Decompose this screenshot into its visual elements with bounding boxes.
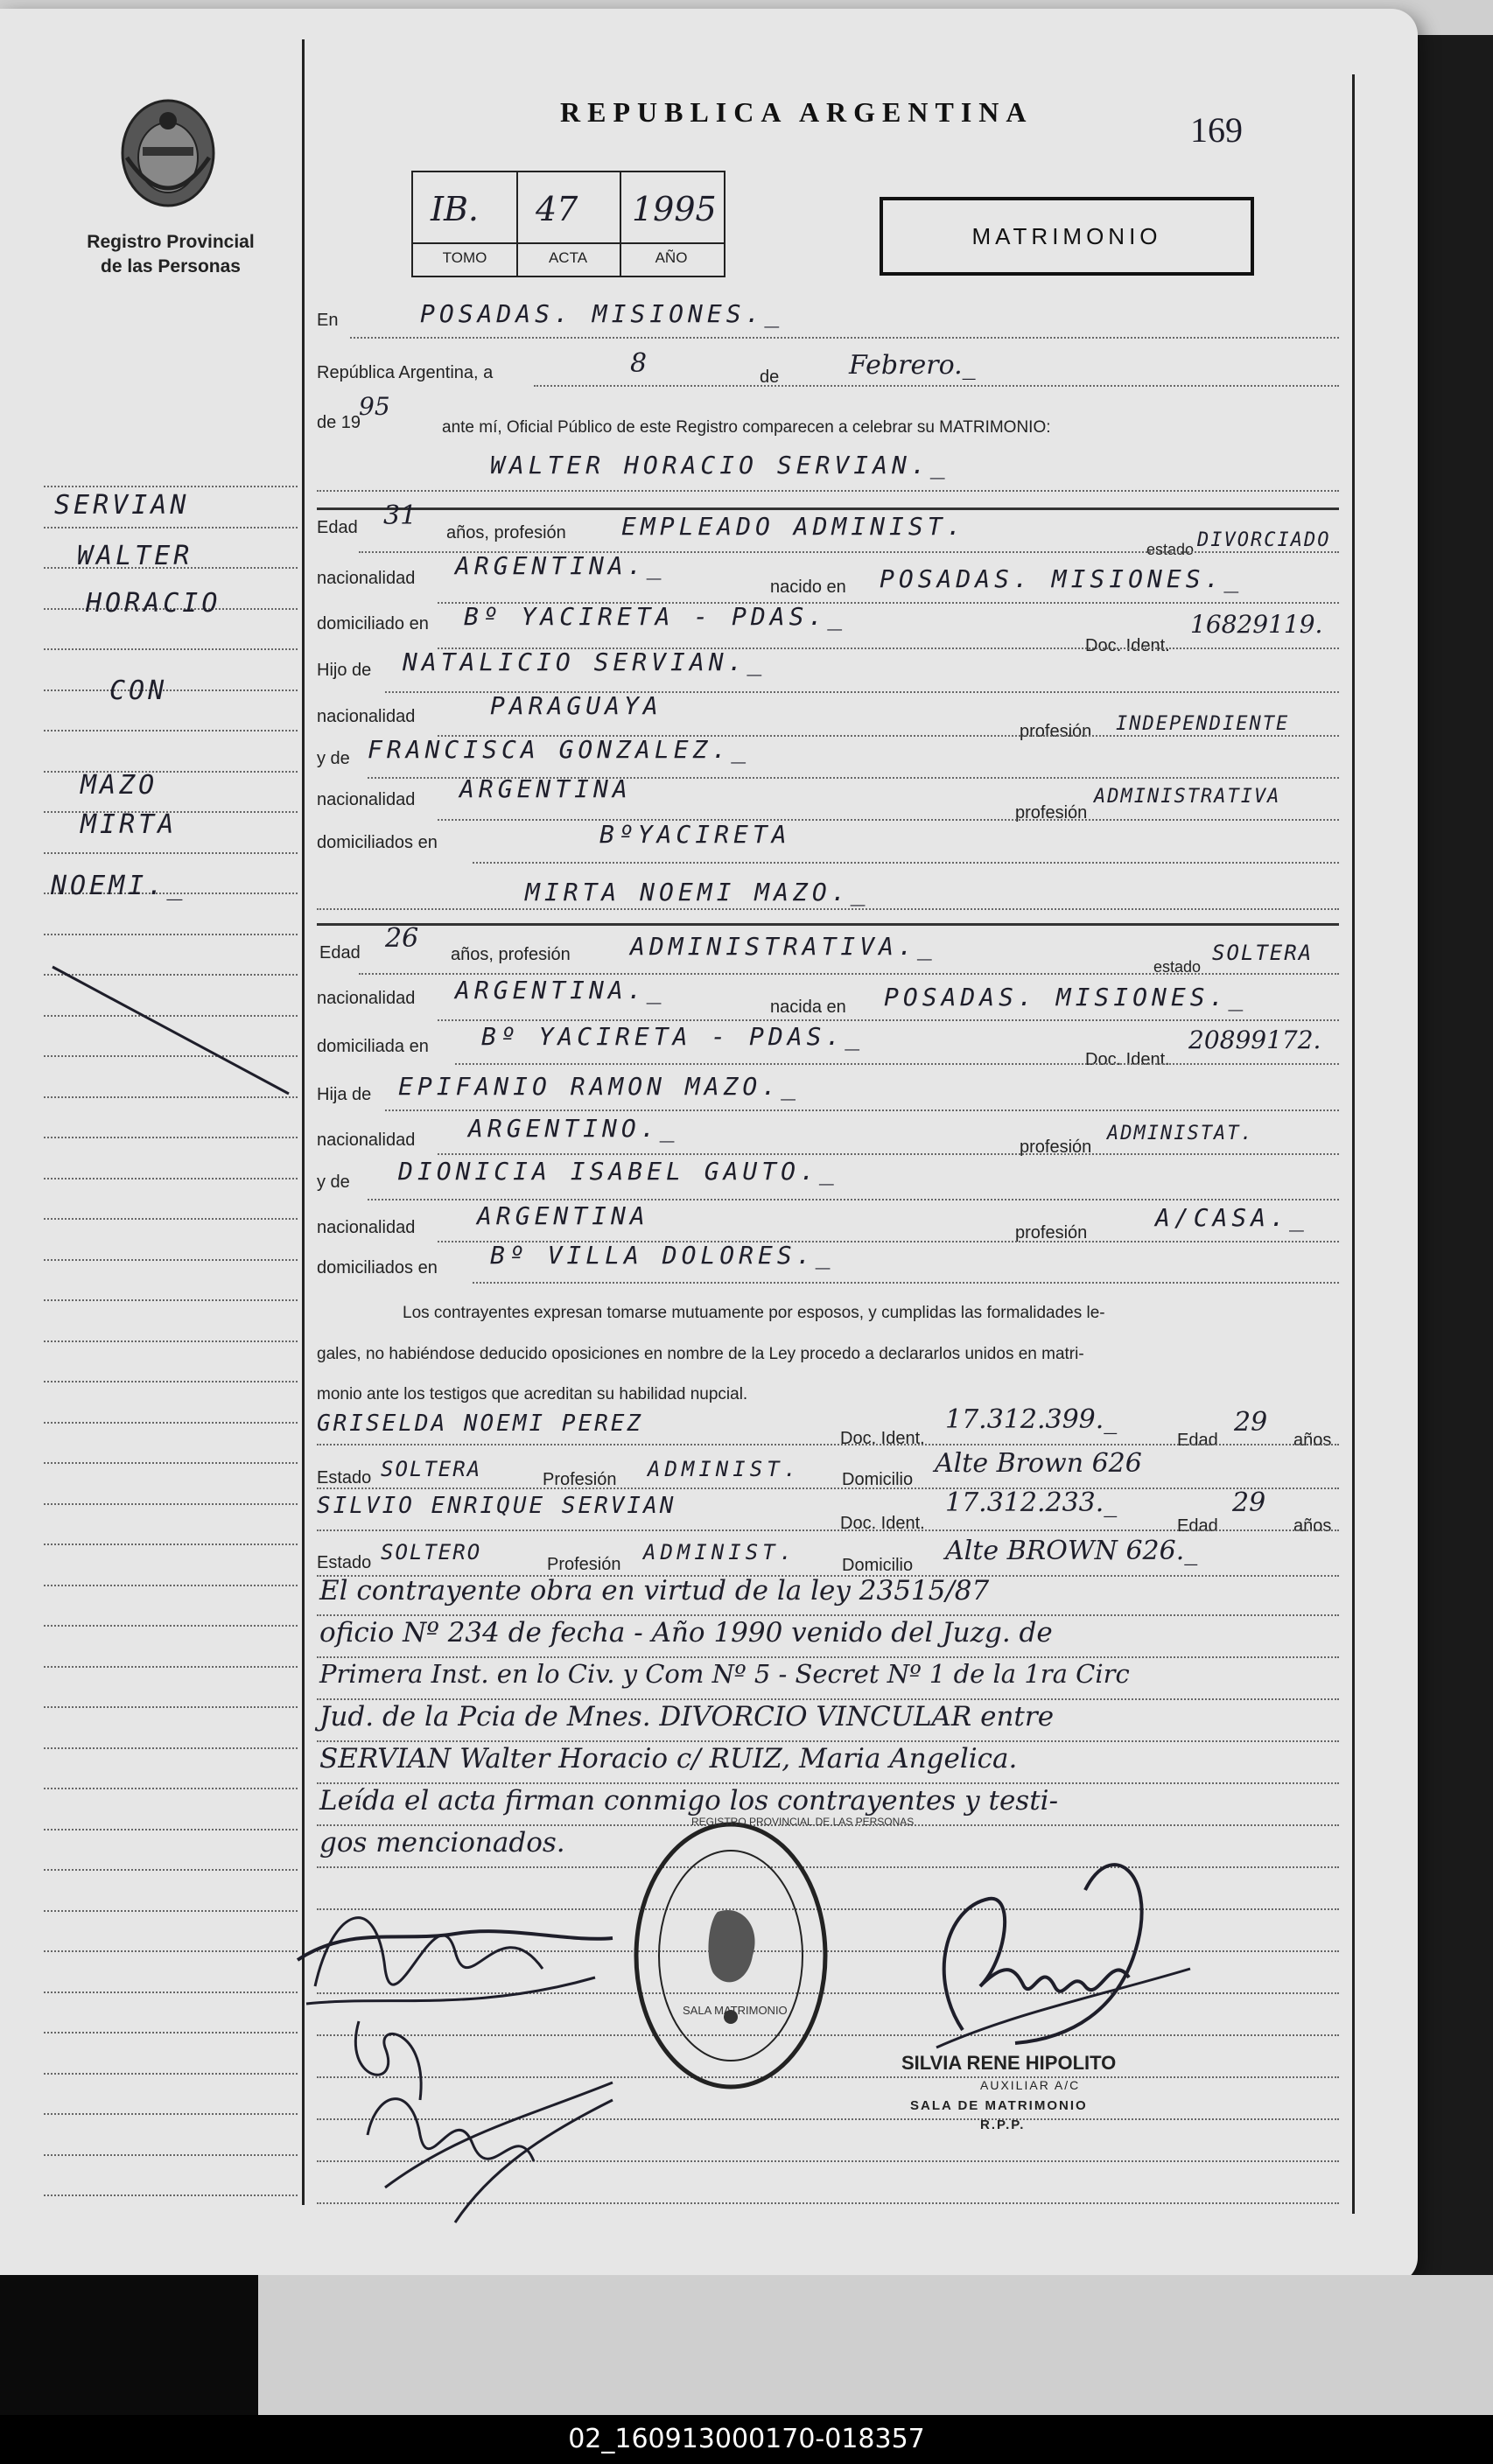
margin-rule (44, 1381, 298, 1382)
acta-label: ACTA (548, 249, 588, 266)
margin-rule (44, 1747, 298, 1749)
bride-padres-dom: Bº VILLA DOLORES._ (490, 1241, 835, 1270)
note-line-7: gos mencionados. (319, 1827, 565, 1858)
witness1-doc-label: Doc. Ident. (840, 1429, 925, 1448)
groom-estado-label: estado (1146, 541, 1195, 558)
margin-rule (44, 1299, 298, 1301)
margin-rule (44, 852, 298, 854)
tomo-acta-anio-box (411, 171, 725, 277)
official-seal (630, 1816, 831, 2096)
bride-padre-nac-label: nacionalidad (317, 1130, 416, 1150)
groom-madre-nac: ARGENTINA (459, 774, 632, 803)
bride-estado: SOLTERA (1212, 941, 1314, 965)
intro-month: Febrero._ (849, 350, 976, 381)
officer-signature (910, 1838, 1199, 2065)
margin-mazo: MAZO (81, 770, 158, 801)
bride-madre-prof: A/CASA._ (1155, 1203, 1308, 1232)
witness1-profesion: ADMINIST. (648, 1457, 802, 1481)
margin-rule (44, 1544, 298, 1545)
intro-place: POSADAS. MISIONES._ (420, 299, 784, 328)
note-line-5: SERVIAN Walter Horacio c/ RUIZ, Maria Angelica. (319, 1743, 1018, 1774)
margin-rule (44, 1340, 298, 1342)
groom-madre-prof: ADMINISTRATIVA (1094, 786, 1281, 808)
bride-nacionalidad: ARGENTINA._ (455, 976, 666, 1004)
witness2-estado: SOLTERO (381, 1540, 482, 1564)
margin-rule (44, 1706, 298, 1708)
note-rule (317, 1656, 1339, 1658)
bride-edad-label: Edad (319, 943, 361, 962)
bride-nacido: POSADAS. MISIONES._ (884, 983, 1248, 1012)
bride-yde-label: y de (317, 1172, 350, 1192)
groom-nac-label: nacionalidad (317, 569, 416, 588)
margin-rule (44, 1625, 298, 1627)
bride-domiciliados-label: domiciliados en (317, 1258, 438, 1278)
witness2-dom-label: Domicilio (842, 1556, 914, 1575)
groom-padre-nac: PARAGUAYA (490, 691, 662, 720)
bride-estado-label: estado (1153, 958, 1202, 976)
note-rule (317, 1782, 1339, 1784)
margin-rule (44, 2194, 298, 2196)
note-rule (317, 1614, 1339, 1616)
groom-madre-nac-label: nacionalidad (317, 790, 416, 809)
groom-padre-nac-label: nacionalidad (317, 707, 416, 726)
margin-rule (44, 1910, 298, 1912)
groom-dom-label: domiciliado en (317, 614, 429, 634)
acta-value: 47 (536, 190, 578, 228)
margin-rule (44, 486, 298, 487)
bride-madre-nac-label: nacionalidad (317, 1218, 416, 1237)
margin-rule (44, 1585, 298, 1586)
declaration-line2: gales, no habiéndose deducido oposiciones en nombre de la Ley procedo a declararlos unidos en matri- (317, 1345, 1084, 1363)
groom-domicilio: Bº YACIRETA - PDAS._ (464, 602, 847, 631)
margin-rule (44, 1218, 298, 1220)
margin-rule (44, 1829, 298, 1830)
witness2-doc: 17.312.233._ (945, 1488, 1118, 1518)
margin-rule (44, 934, 298, 935)
officer-abbr: R.P.P. (980, 2118, 1026, 2132)
groom-prof-label: años, profesión (446, 523, 566, 542)
republica-label: República Argentina, a (317, 363, 494, 382)
margin-rule (44, 1950, 298, 1952)
witness1-name: GRISELDA NOEMI PEREZ (317, 1410, 644, 1437)
bride-madre: DIONICIA ISABEL GAUTO._ (398, 1157, 838, 1186)
groom-full-name: WALTER HORACIO SERVIAN._ (490, 451, 950, 480)
witness1-doc: 17.312.399._ (945, 1404, 1118, 1435)
background-bottom (254, 2275, 1493, 2415)
officer-dept: SALA DE MATRIMONIO (910, 2098, 1088, 2113)
witness2-domicilio: Alte BROWN 626._ (945, 1536, 1198, 1566)
de-label: de (760, 368, 780, 387)
note-line-3: Primera Inst. en lo Civ. y Com Nº 5 - Secret Nº 1 de la 1ra Circ (319, 1659, 1130, 1689)
groom-nacido-label: nacido en (770, 578, 846, 597)
right-margin-line (1352, 74, 1355, 2214)
margin-rule (44, 527, 298, 528)
witness2-prof-label: Profesión (547, 1555, 621, 1574)
note-line-6: Leída el acta firman conmigo los contrayentes y testi- (319, 1785, 1059, 1816)
groom-madre-prof-label: profesión (1015, 803, 1088, 822)
margin-walter: WALTER (77, 541, 193, 571)
declaration-line1: Los contrayentes expresan tomarse mutuamente por esposos, y cumplidas las formalidades le- (403, 1304, 1105, 1322)
witness2-profesion: ADMINIST. (643, 1540, 797, 1564)
groom-hijo-label: Hijo de (317, 661, 372, 680)
intro-day: 8 (630, 348, 648, 379)
groom-madre: FRANCISCA GONZALEZ._ (368, 735, 751, 764)
registry-name-line1: Registro Provincial (87, 232, 255, 252)
margin-rule (44, 1666, 298, 1668)
groom-edad-label: Edad (317, 518, 358, 537)
year-prefix: de 19 (317, 413, 361, 432)
groom-domiciliados-label: domiciliados en (317, 833, 438, 852)
margin-rule (44, 1788, 298, 1789)
margin-rule (44, 1137, 298, 1138)
margin-rule (44, 2032, 298, 2034)
note-line-1: El contrayente obra en virtud de la ley 23515/87 (319, 1575, 990, 1606)
margin-rule (44, 2154, 298, 2156)
bride-doc: 20899172. (1188, 1026, 1321, 1054)
margin-horacio: HORACIO (86, 588, 221, 619)
page-number: 169 (1190, 110, 1243, 150)
bride-full-name: MIRTA NOEMI MAZO._ (525, 878, 870, 906)
margin-rule (44, 1259, 298, 1261)
witness1-estado-label: Estado (317, 1468, 372, 1488)
note-rule (317, 1698, 1339, 1700)
bride-doc-label: Doc. Ident. (1085, 1050, 1170, 1069)
groom-profesion: EMPLEADO ADMINIST. (621, 512, 966, 541)
witness1-domicilio: Alte Brown 626 (935, 1448, 1142, 1479)
note-line-2: oficio Nº 234 de fecha - Año 1990 venido del Juzg. de (319, 1617, 1053, 1648)
margin-rule (44, 2113, 298, 2115)
witness1-dom-label: Domicilio (842, 1470, 914, 1489)
groom-padre-prof-label: profesión (1020, 722, 1092, 741)
bride-padre-prof-label: profesión (1020, 1138, 1092, 1157)
groom-doc: 16829119. (1190, 610, 1323, 639)
witness1-edad-label: Edad (1177, 1431, 1218, 1450)
bride-padre: EPIFANIO RAMON MAZO._ (398, 1072, 801, 1101)
groom-edad: 31 (383, 500, 417, 531)
margin-servian: SERVIAN (54, 490, 190, 521)
bride-domicilio: Bº YACIRETA - PDAS._ (481, 1022, 865, 1051)
witness1-edad: 29 (1234, 1407, 1268, 1438)
officer-title: AUXILIAR A/C (980, 2078, 1081, 2092)
margin-diagonal-stroke (48, 962, 293, 1102)
note-rule (317, 1740, 1339, 1742)
anio-label: AÑO (655, 249, 688, 266)
witness2-edad-label: Edad (1177, 1516, 1218, 1536)
witness1-anos-label: años (1293, 1431, 1332, 1450)
groom-yde-label: y de (317, 749, 350, 768)
groom-padre: NATALICIO SERVIAN._ (403, 648, 767, 676)
witness2-doc-label: Doc. Ident. (840, 1514, 925, 1533)
witness1-prof-label: Profesión (543, 1470, 617, 1489)
note-line-4: Jud. de la Pcia de Mnes. DIVORCIO VINCULAR entre (319, 1701, 1055, 1732)
bride-dom-label: domiciliada en (317, 1037, 429, 1056)
registry-name-line2: de las Personas (101, 256, 241, 276)
margin-rule (44, 648, 298, 650)
margin-rule (44, 690, 298, 691)
country-title: REPUBLICA ARGENTINA (560, 96, 1034, 128)
margin-rule (44, 1462, 298, 1464)
matrimonio-box: MATRIMONIO (880, 197, 1254, 276)
groom-nacionalidad: ARGENTINA._ (455, 551, 666, 580)
groom-nacido: POSADAS. MISIONES._ (880, 564, 1244, 593)
margin-con: CON (109, 676, 168, 706)
bride-madre-prof-label: profesión (1015, 1223, 1088, 1242)
witness2-edad: 29 (1232, 1488, 1266, 1518)
margin-rule (44, 1422, 298, 1424)
groom-doc-label: Doc. Ident. (1085, 636, 1170, 655)
margin-rule (44, 1992, 298, 1993)
margin-rule (44, 1503, 298, 1505)
bride-prof-label: años, profesión (451, 945, 571, 964)
margin-rule (44, 2073, 298, 2075)
tomo-label: TOMO (442, 249, 487, 266)
anio-value: 1995 (632, 190, 717, 228)
year-suffix: 95 (359, 392, 390, 421)
file-id-bar: 02_160913000170-018357 (0, 2415, 1493, 2464)
tomo-value: IB. (431, 190, 480, 228)
bride-profesion: ADMINISTRATIVA._ (630, 932, 936, 961)
bride-hija-label: Hija de (317, 1085, 372, 1104)
declaration-line3: monio ante los testigos que acreditan su habilidad nupcial. (317, 1385, 748, 1404)
bride-nacido-label: nacida en (770, 998, 846, 1017)
en-label: En (317, 311, 339, 330)
groom-estado: DIVORCIADO (1197, 529, 1331, 551)
groom-padres-dom: BºYACIRETA (599, 820, 791, 849)
bride-madre-nac: ARGENTINA (477, 1201, 649, 1230)
coat-of-arms-icon (118, 96, 219, 210)
bride-padre-nac: ARGENTINO._ (468, 1114, 679, 1143)
margin-rule (44, 1178, 298, 1180)
margin-noemi: NOEMI._ (51, 871, 186, 901)
officer-name: SILVIA RENE HIPOLITO (901, 2052, 1117, 2074)
seal-text: REGISTRO PROVINCIAL DE LAS PERSONAS (691, 1816, 915, 1828)
witness2-name: SILVIO ENRIQUE SERVIAN (317, 1493, 676, 1519)
bride-padre-prof: ADMINISTAT. (1107, 1123, 1254, 1144)
witness2-estado-label: Estado (317, 1553, 372, 1572)
witness1-estado: SOLTERA (381, 1457, 482, 1481)
intro-statement: ante mí, Oficial Público de este Registro comparecen a celebrar su MATRIMONIO: (442, 418, 1051, 437)
margin-rule (44, 1869, 298, 1871)
margin-mirta: MIRTA (81, 809, 178, 840)
margin-rule (44, 730, 298, 732)
bride-nac-label: nacionalidad (317, 989, 416, 1008)
groom-padre-prof: INDEPENDIENTE (1116, 713, 1290, 735)
seal-inner-text: SALA MATRIMONIO (683, 2004, 788, 2017)
bride-edad: 26 (385, 923, 419, 954)
contrayentes-signatures (280, 1872, 630, 2240)
witness2-anos-label: años (1293, 1516, 1332, 1536)
